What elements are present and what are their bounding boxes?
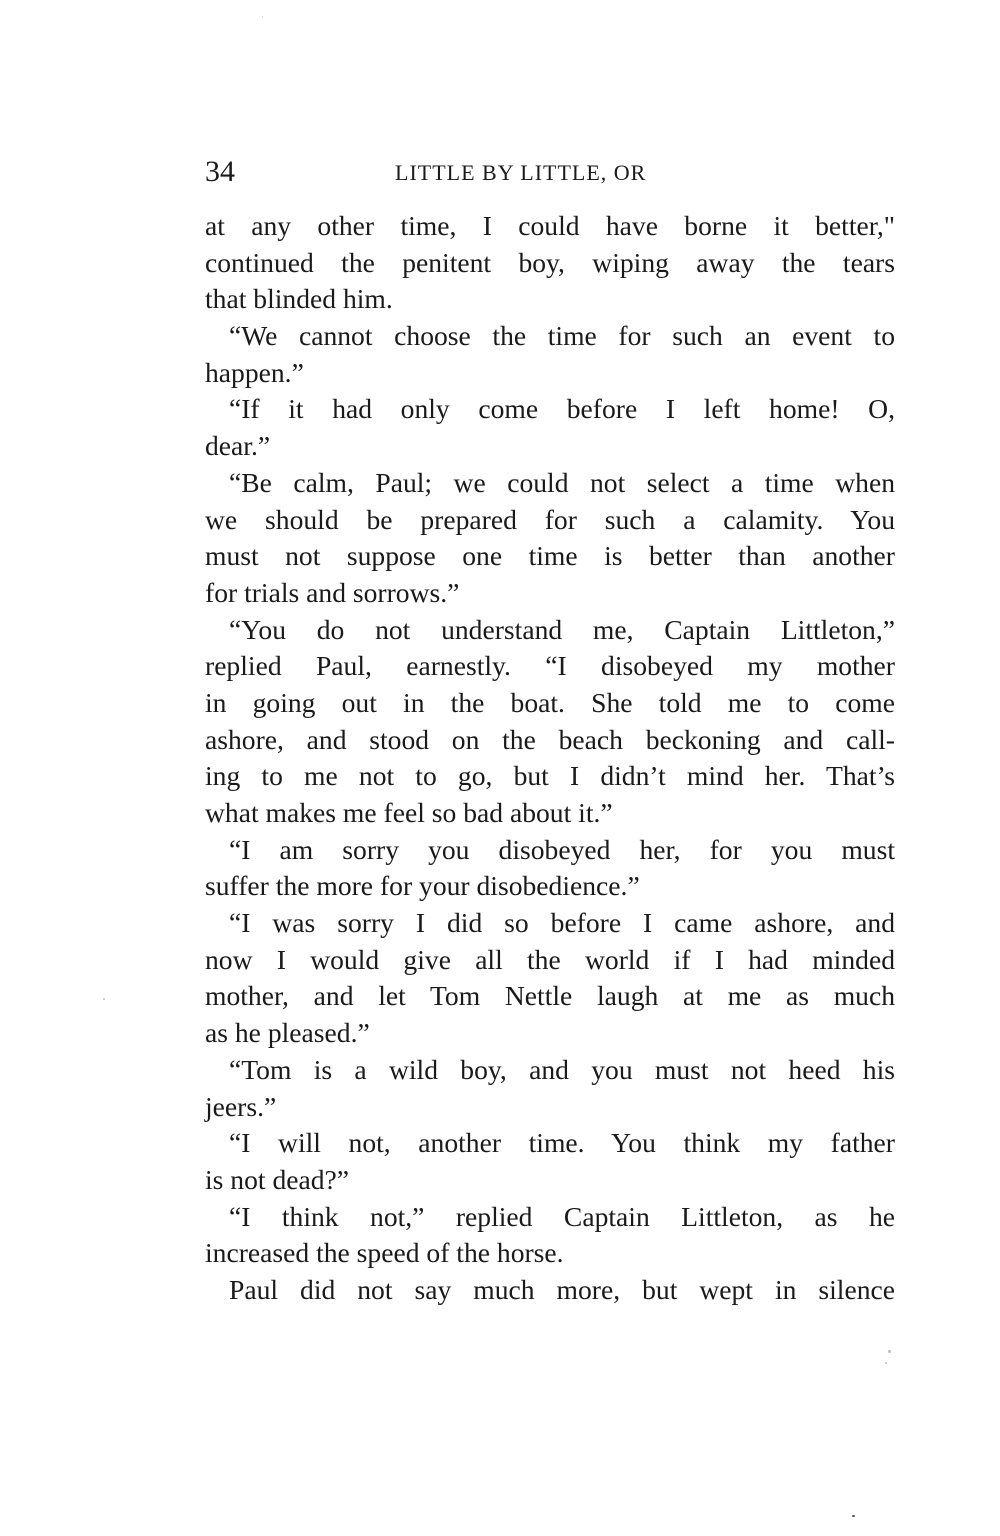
text-line: continued the penitent boy, wiping away the tears — [205, 246, 895, 278]
text-line: is not dead?” — [205, 1163, 350, 1195]
text-line: happen.” — [205, 356, 304, 388]
body-text — [205, 208, 895, 1309]
text-line: at any other time, I could have borne it better," — [205, 210, 895, 241]
text-line: increased the speed of the horse. — [205, 1237, 564, 1269]
text-line: “I will not, another time. You think my father — [229, 1127, 895, 1159]
text-line: Paul did not say much more, but wept in silence — [229, 1273, 895, 1305]
paper-speck — [852, 1515, 855, 1517]
paper-speck — [262, 16, 263, 17]
text-line: “Tom is a wild boy, and you must not heed his — [229, 1053, 895, 1085]
text-line: jeers.” — [205, 1090, 277, 1122]
text-line: “I am sorry you disobeyed her, for you must — [229, 833, 895, 865]
text-line: must not suppose one time is better than another — [205, 540, 895, 572]
text-line: now I would give all the world if I had minded — [205, 943, 895, 975]
text-line: “If it had only come before I left home! O, — [229, 393, 895, 425]
text-line: as he pleased.” — [205, 1017, 370, 1049]
paper-speck — [885, 1362, 887, 1364]
text-line: what makes me feel so bad about it.” — [205, 797, 613, 828]
page-number: 34 — [205, 155, 235, 188]
text-line: suffer the more for your disobedience.” — [205, 870, 640, 902]
text-line: for trials and sorrows.” — [205, 576, 460, 608]
text-line: in going out in the boat. She told me to come — [205, 686, 895, 718]
text-line: that blinded him. — [205, 283, 393, 315]
text-line: ashore, and stood on the beach beckoning and call- — [205, 723, 895, 755]
running-title: LITTLE BY LITTLE, OR — [395, 160, 647, 185]
text-line: dear.” — [205, 430, 271, 462]
text-line: ing to me not to go, but I didn’t mind her. That’s — [205, 760, 895, 792]
running-head — [205, 152, 705, 192]
paper-speck — [103, 998, 105, 1000]
text-line: “I was sorry I did so before I came ashore, and — [229, 907, 895, 939]
text-line: replied Paul, earnestly. “I disobeyed my mother — [205, 650, 895, 682]
text-line: “I think not,” replied Captain Littleton, as he — [229, 1200, 895, 1232]
text-line: mother, and let Tom Nettle laugh at me as much — [205, 980, 895, 1012]
text-line: we should be prepared for such a calamity. You — [205, 503, 895, 535]
text-line: “Be calm, Paul; we could not select a time when — [229, 466, 895, 498]
paper-speck — [888, 1350, 891, 1353]
text-line: “We cannot choose the time for such an event to — [229, 320, 895, 352]
text-line: “You do not understand me, Captain Littleton,” — [229, 613, 895, 645]
